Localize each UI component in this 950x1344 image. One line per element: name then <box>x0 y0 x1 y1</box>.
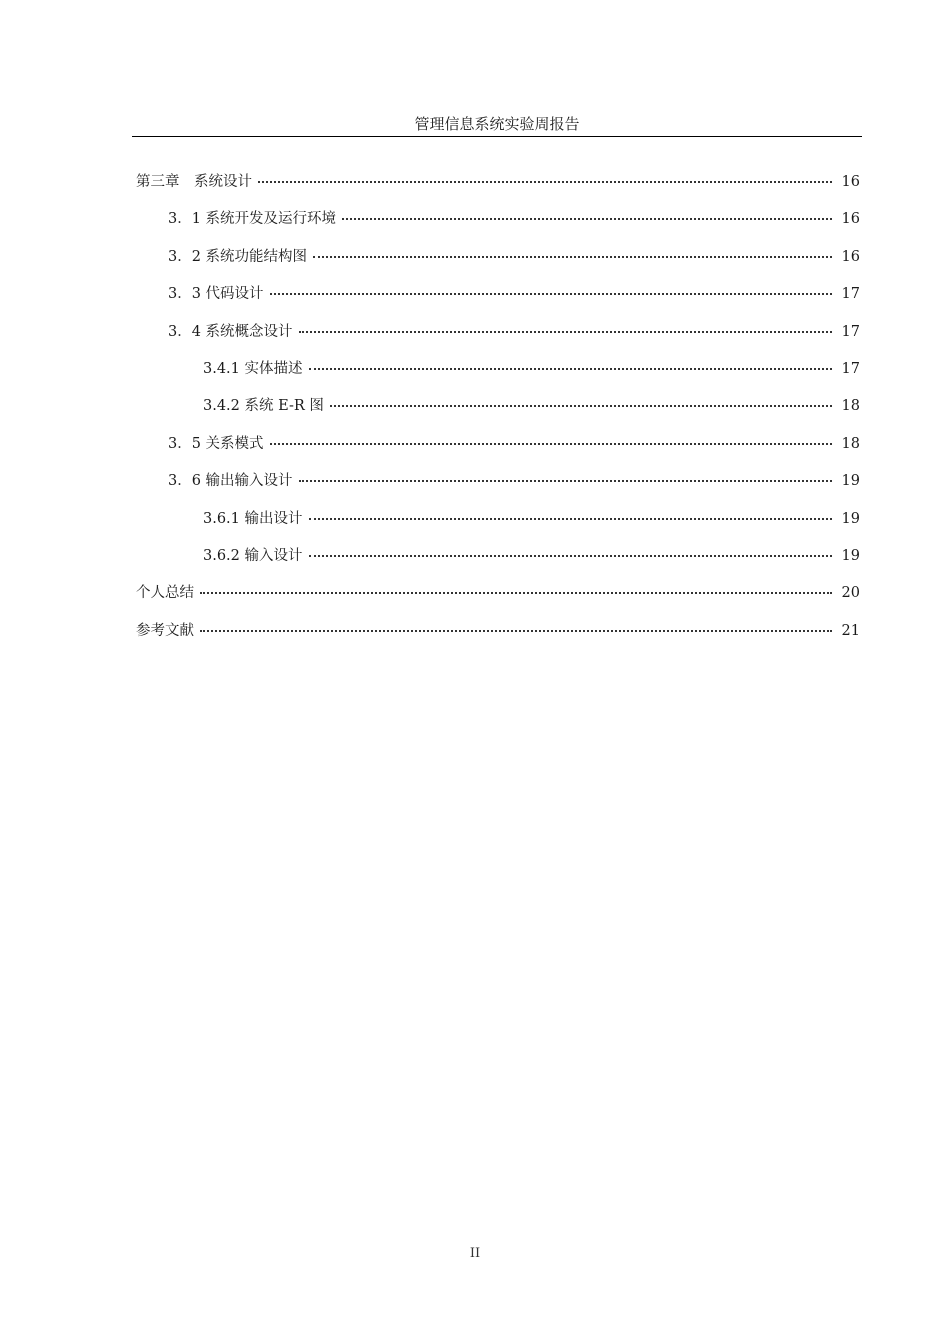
toc-leader-dots <box>342 204 832 220</box>
toc-entry-title: 3．2 系统功能结构图 <box>168 248 308 265</box>
toc-leader-dots <box>330 391 832 407</box>
toc-entry[interactable] <box>136 320 860 357</box>
toc-entry-page: 16 <box>841 174 860 190</box>
toc-leader-dots <box>270 279 832 295</box>
toc-leader-dots <box>258 167 832 183</box>
toc-entry[interactable] <box>136 282 860 319</box>
toc-entry-title: 3．4 系统概念设计 <box>168 323 293 340</box>
toc-entry-page: 18 <box>841 435 860 452</box>
running-header: 管理信息系统实验周报告 <box>414 115 580 133</box>
toc-leader-dots <box>299 317 832 333</box>
toc-entry[interactable] <box>136 432 860 469</box>
toc-entry-title: 第三章 系统设计 <box>136 174 252 190</box>
toc-entry-title: 参考文献 <box>136 622 194 639</box>
toc-entry[interactable] <box>136 581 860 618</box>
toc-entry-title: 个人总结 <box>136 585 194 602</box>
toc-leader-dots <box>309 541 832 557</box>
toc-entry-page: 20 <box>841 585 860 602</box>
toc-entry-title: 3.4.2 系统 E-R 图 <box>203 398 324 415</box>
toc-leader-dots <box>299 466 832 482</box>
toc-entry[interactable] <box>136 469 860 506</box>
toc-entry-page: 16 <box>841 211 860 228</box>
toc-entry-title: 3．6 输出输入设计 <box>168 473 293 490</box>
toc-entry-title: 3.6.1 输出设计 <box>203 510 303 527</box>
toc-leader-dots <box>200 578 832 594</box>
toc-entry-page: 19 <box>841 473 860 490</box>
toc-entry-page: 16 <box>841 248 860 265</box>
toc-entry-page: 18 <box>841 398 860 415</box>
toc-entry[interactable] <box>136 245 860 282</box>
toc-entry-page: 19 <box>841 547 860 564</box>
toc-leader-dots <box>309 354 832 370</box>
toc-leader-dots <box>313 242 832 258</box>
toc-entry[interactable] <box>136 207 860 244</box>
toc-entry-title: 3.4.1 实体描述 <box>203 360 303 377</box>
toc-entry-title: 3．1 系统开发及运行环境 <box>168 211 337 228</box>
toc-entry[interactable] <box>136 619 860 656</box>
toc-entry-title: 3．3 代码设计 <box>168 286 264 303</box>
toc-entry-page: 21 <box>841 622 860 639</box>
toc-entry-page: 17 <box>841 323 860 340</box>
toc-entry-page: 17 <box>841 286 860 303</box>
toc-entry[interactable] <box>136 357 860 394</box>
toc-entry[interactable] <box>136 507 860 544</box>
page-number: II <box>469 1246 481 1261</box>
toc-leader-dots <box>309 504 832 520</box>
toc-leader-dots <box>270 429 832 445</box>
toc-entry[interactable] <box>136 544 860 581</box>
toc-entry-page: 19 <box>841 510 860 527</box>
toc-leader-dots <box>200 616 832 632</box>
toc-entry[interactable] <box>136 394 860 431</box>
toc-entry-title: 3.6.2 输入设计 <box>203 547 303 564</box>
header-rule <box>132 136 862 137</box>
toc-entry-page: 17 <box>841 360 860 377</box>
toc-entry-title: 3．5 关系模式 <box>168 435 264 452</box>
table-of-contents <box>136 170 860 656</box>
toc-entry[interactable] <box>136 170 860 207</box>
